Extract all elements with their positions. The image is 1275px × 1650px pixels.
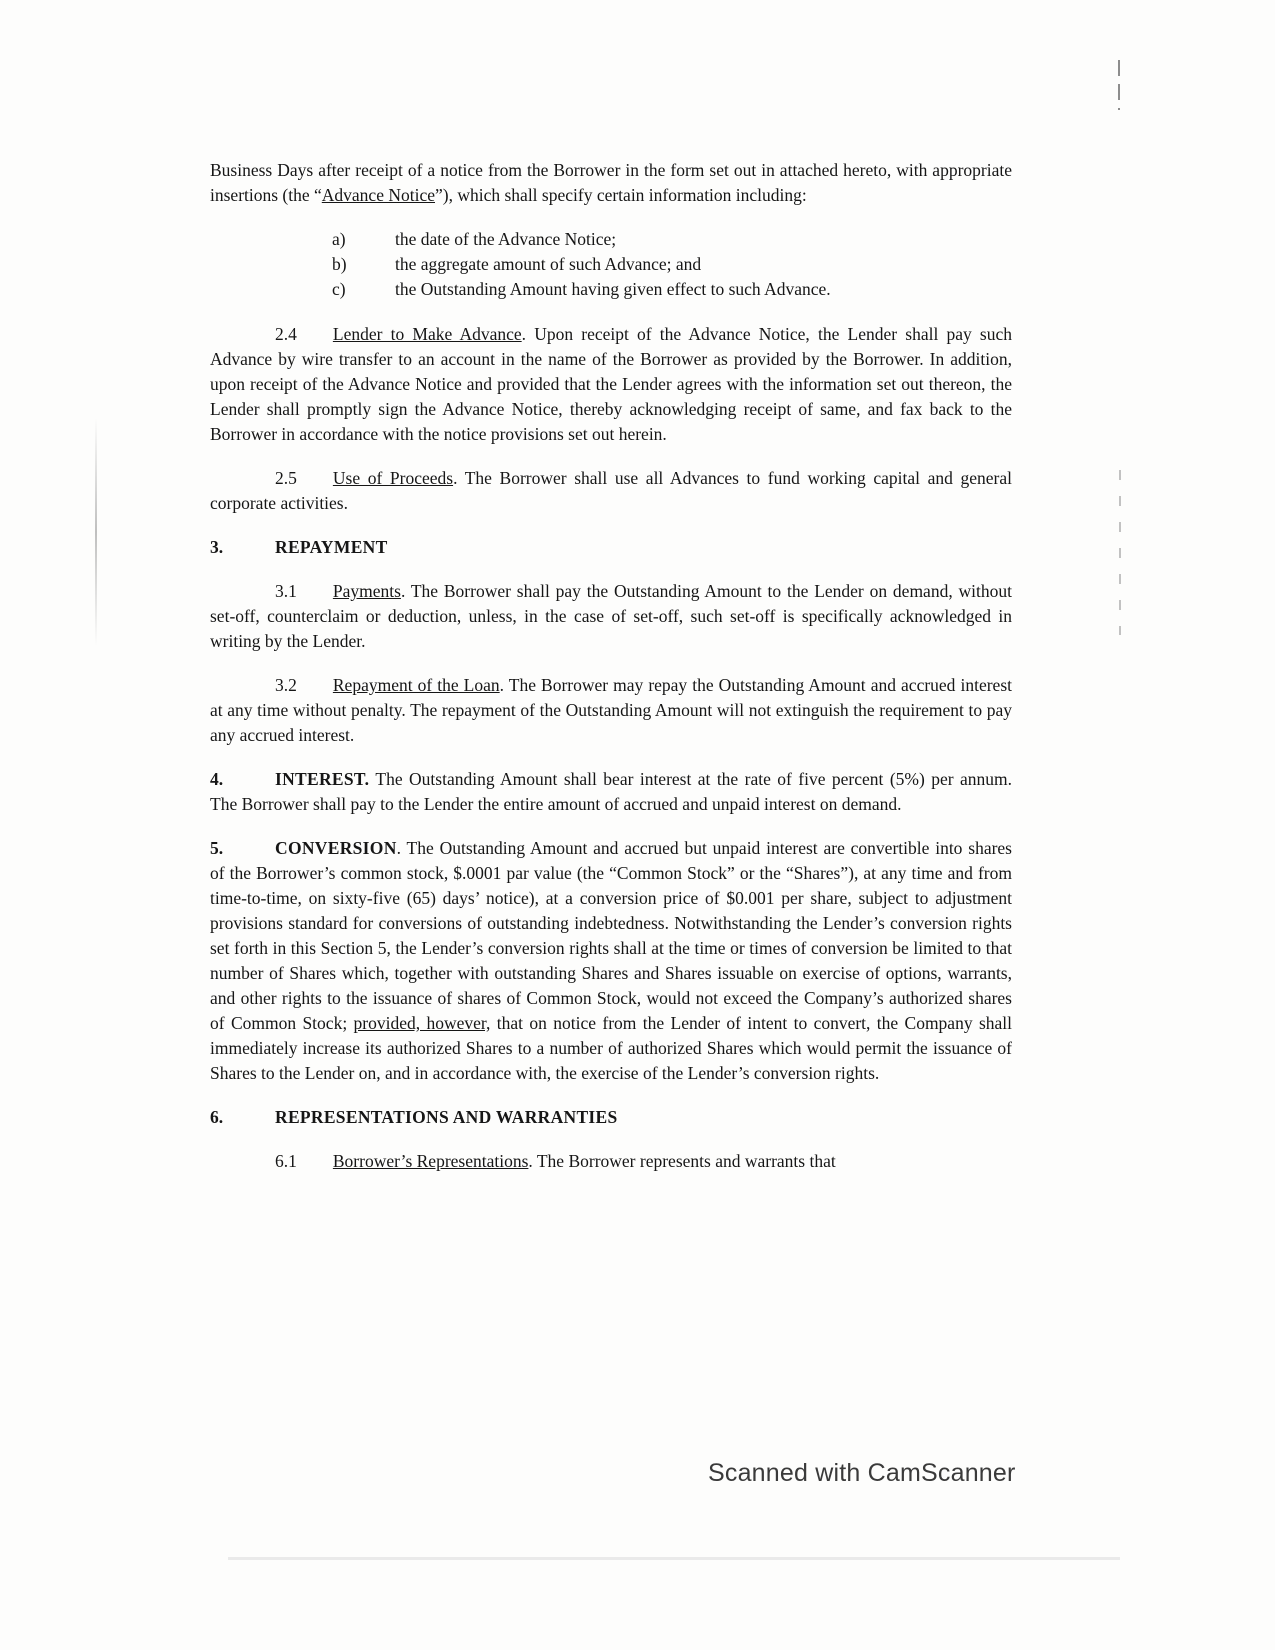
scan-artifact-right-top xyxy=(1118,60,1120,110)
bold-text: INTEREST. xyxy=(275,769,370,789)
list-marker: a) xyxy=(332,229,346,249)
underlined-text: Repayment of the Loan xyxy=(332,675,500,695)
section-number: 3.1 xyxy=(275,581,297,601)
text-run: . The Borrower may repay the Outstanding Amount and accrued interest at any time without penalty. The repayment of the Outstanding Amount will not extinguish the requirement to pay any accrued interest. xyxy=(210,675,1012,745)
list-item xyxy=(332,227,1012,252)
list-item xyxy=(332,277,1012,302)
section-number: 2.4 xyxy=(275,324,297,344)
underlined-text: Use of Proceeds xyxy=(332,468,454,488)
paragraph xyxy=(210,466,1012,516)
text-run: . The Outstanding Amount and accrued but unpaid interest are convertible into shares of the Borrower’s common stock, $.0001 par value (the “Common Stock” or the “Shares”), at any time and from time-to-time, on sixty-five (65) days’ notice), at a conversion price of $0.001 per share, subject to adjustment provisions standard for conversions of outstanding indebtedness. Notwithstanding the Lender’s conversion rights set forth in this Section 5, the Lender’s conversion rights shall at the time or times of conversion be limited to that number of Shares which, together with outstanding Shares and Shares issuable on exercise of options, warrants, and other rights to the issuance of shares of Common Stock, would not exceed the Company’s authorized shares of Common Stock; xyxy=(210,838,1012,1033)
text-run: ”), which shall specify certain information including: xyxy=(435,185,807,205)
bold-text: REPRESENTATIONS AND WARRANTIES xyxy=(275,1107,618,1127)
clause-list xyxy=(332,227,1012,302)
paragraph xyxy=(210,579,1012,654)
list-marker: b) xyxy=(332,254,347,274)
list-item xyxy=(332,252,1012,277)
paragraph xyxy=(210,673,1012,748)
text-run: . Upon receipt of the Advance Notice, the Lender shall pay such Advance by wire transfer to an account in the name of the Borrower as provided by the Borrower. In addition, upon receipt of the Advance Notice and provided that the Lender agrees with the information set out thereon, the Lender shall promptly sign the Advance Notice, thereby acknowledging receipt of same, and fax back to the Borrower in accordance with the notice provisions set out herein. xyxy=(210,324,1013,444)
bold-text: CONVERSION xyxy=(275,838,397,858)
underlined-text: Payments xyxy=(332,581,401,601)
section-heading-paragraph xyxy=(210,767,1012,817)
text-run: that on notice from the Lender of intent to convert, the Company shall immediately increase its authorized Shares to a number of authorized Shares which would permit the issuance of Shares to the Lender on, and in accordance with, the exercise of the Lender’s conversion rights. xyxy=(210,1013,1012,1083)
paragraph xyxy=(210,322,1012,447)
text-run: . The Borrower represents and warrants that xyxy=(528,1151,836,1171)
list-text: the aggregate amount of such Advance; and xyxy=(395,254,702,274)
section-number: 2.5 xyxy=(275,468,297,488)
text-run: Business Days after receipt of a notice from the Borrower in the form set out in attached hereto, with appropriate insertions (the “ xyxy=(210,160,1012,205)
underlined-text: Lender to Make Advance xyxy=(332,324,522,344)
document-body xyxy=(210,158,1012,1193)
underlined-text: Advance Notice xyxy=(321,185,435,205)
underlined-text: provided, however, xyxy=(353,1013,491,1033)
section-heading-paragraph xyxy=(210,836,1012,1086)
bold-text: REPAYMENT xyxy=(275,537,388,557)
scan-artifact-right-mid xyxy=(1119,470,1121,635)
text-run: . The Borrower shall use all Advances to fund working capital and general corporate activities. xyxy=(210,468,1012,513)
scan-artifact-left-line xyxy=(95,418,97,646)
section-heading-paragraph xyxy=(210,535,1012,560)
section-heading-paragraph xyxy=(210,1105,1012,1130)
scan-artifact-bottom-band xyxy=(228,1557,1120,1560)
section-number: 5. xyxy=(210,838,224,858)
text-run: The Outstanding Amount shall bear interest at the rate of five percent (5%) per annum. The Borrower shall pay to the Lender the entire amount of accrued and unpaid interest on demand. xyxy=(210,769,1012,814)
list-text: the Outstanding Amount having given effect to such Advance. xyxy=(395,279,831,299)
text-run: . The Borrower shall pay the Outstanding Amount to the Lender on demand, without set-off, counterclaim or deduction, unless, in the case of set-off, such set-off is specifically acknowledged in writing by the Lender. xyxy=(210,581,1012,651)
list-marker: c) xyxy=(332,279,346,299)
section-number: 3. xyxy=(210,537,224,557)
paragraph xyxy=(210,1149,1012,1174)
list-text: the date of the Advance Notice; xyxy=(395,229,617,249)
camscanner-watermark: Scanned with CamScanner xyxy=(708,1459,1016,1487)
section-number: 4. xyxy=(210,769,224,789)
section-number: 6. xyxy=(210,1107,224,1127)
section-number: 6.1 xyxy=(275,1151,297,1171)
underlined-text: Borrower’s Representations xyxy=(332,1151,529,1171)
section-number: 3.2 xyxy=(275,675,297,695)
paragraph xyxy=(210,158,1012,208)
